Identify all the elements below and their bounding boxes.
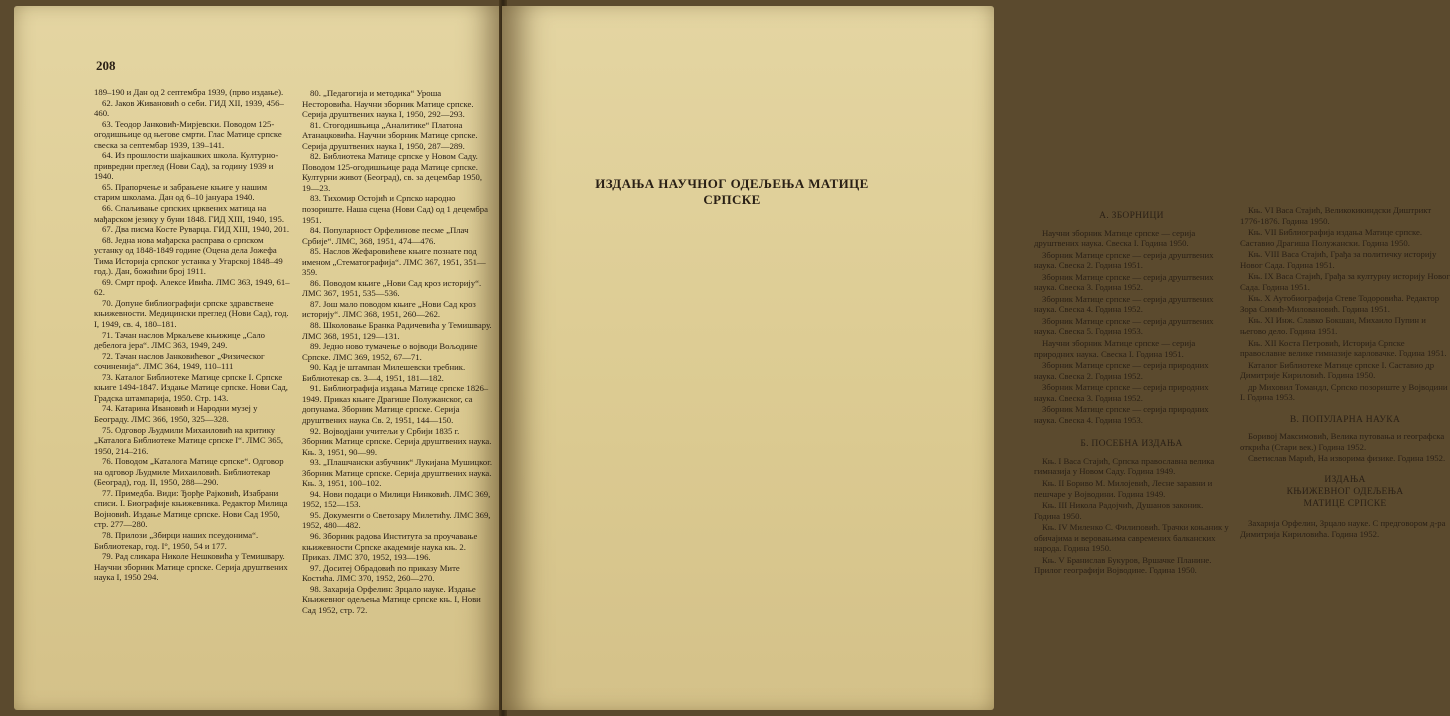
bibliography-entry: Књ. XI Инж. Славко Бокшан, Михаило Пупин и његово дело. Година 1951. xyxy=(1240,315,1426,337)
bibliography-entry: 76. Поводом „Каталога Матице српске“. Одговор на одговор Људмиле Михаиловић. Библиотекар (Београд), год. II, 1950, 288—290. xyxy=(94,456,284,488)
bibliography-entry: Захарија Орфелин, Зрцало науке. С предговором д-ра Димитрија Кириловића. Година 1952. xyxy=(1240,518,1446,539)
bibliography-entry: Зборник Матице српске — серија друштвених наука. Свеска 5. Година 1953. xyxy=(1034,315,1214,337)
bibliography-entry: 68. Једна нова мађарска расправа о српском устанку од 1848-1849 године (Оцена дела Јожефа Тима Историја српског устанка у Угарској 1848–49 год.). Дан, божићни број 1911. xyxy=(94,234,283,277)
bibliography-entry: 96. Зборник радова Института за проучавање књижевности Српске академије наука књ. 2. Приказ. ЛМС 370, 1952, 193—196. xyxy=(302,530,478,563)
bibliography-entry: Књ. VI Васа Стајић, Великокикиндски Диштрикт 1776-1876. Година 1950. xyxy=(1240,205,1432,226)
literary-heading xyxy=(1240,474,1450,510)
bibliography-entry: Зборник Матице српске — серија друштвених наука. Свеска 2. Година 1951. xyxy=(1034,249,1214,271)
section-heading-posebna: Б. ПОСЕБНА ИЗДАЊА xyxy=(1080,439,1183,450)
bibliography-entry: 67. Два писма Косте Руварца. ГИД XIII, 1940, 201. xyxy=(102,224,290,235)
section-heading-zbornici: А. ЗБОРНИЦИ xyxy=(1099,211,1164,221)
bibliography-entry: Књ. VIII Васа Стајић, Грађа за политичку историју Новог Сада. Година 1951. xyxy=(1240,249,1437,270)
section-b-list xyxy=(1034,456,1229,576)
bibliography-entry: Зборник Матице српске — серија друштвених наука. Свеска 3. Година 1952. xyxy=(1034,271,1214,293)
bibliography-entry: 84. Популарност Орфелинове песме „Плач Србије“. ЛМС, 368, 1951, 474—476. xyxy=(302,225,469,246)
bibliography-entry: Зборник Матице српске — серија природних наука. Свеска 2. Година 1952. xyxy=(1034,360,1209,381)
bibliography-entry: Каталог Библиотеке Матице српске I. Саставио др Димитрије Кириловић. Година 1950. xyxy=(1240,359,1435,381)
bibliography-entry: др Миховил Томандл, Српско позориште у Војводини I. Година 1953. xyxy=(1240,381,1448,403)
page-title: ИЗДАЊА НАУЧНОГ ОДЕЉЕЊА МАТИЦЕ СРПСКЕ xyxy=(595,176,869,207)
bibliography-entry: 69. Смрт проф. Алексе Ивића. ЛМС 363, 1949, 61–62. xyxy=(94,276,290,298)
bibliography-entry: 83. Тихомир Остојић и Српско народно позориште. Наша сцена (Нови Сад) од 1 децембра 1951. xyxy=(302,193,488,225)
bibliography-entry: 78. Прилози „Збирци наших псеудонима“. Библиотекар, год. I°, 1950, 54 и 177. xyxy=(94,529,259,551)
bibliography-entry: 73. Каталог Библиотеке Матице српске I. Српске књиге 1494-1847. Издање Матице српске. Нови Сад, Градска штампарија, 1950. Стр. 143. xyxy=(94,371,288,403)
bibliography-entry: 89. Једно ново тумачење о војводи Вољодине Српске. ЛМС 369, 1952, 67—71. xyxy=(302,341,478,362)
bibliography-entry: 71. Тачан наслов Мркаљеве књижице „Сало дебелога јера“. ЛМС 363, 1949, 249. xyxy=(94,329,265,351)
left-column-1 xyxy=(94,87,292,583)
bibliography-entry: Књ. I Васа Стајић, Српска православна велика гимназија у Новом Саду. Година 1949. xyxy=(1034,455,1215,477)
literary-list xyxy=(1240,518,1450,539)
bibliography-entry: Боривој Максимовић, Велика путовања и географска открића (Стари век.) Година 1952. xyxy=(1240,431,1445,452)
bibliography-entry: 77. Примедба. Види: Ђорђе Рајковић, Изабрани списи. I. Биографије књижевника. Редактор Милица Војновић. Издање Матице српске. Нови Сад 1950, стр. 277—280. xyxy=(94,487,288,530)
bibliography-entry: Светислав Марић, На изворима физике. Година 1952. xyxy=(1248,453,1446,464)
bibliography-entry: 97. Доситеј Обрадовић по приказу Мите Костића. ЛМС 370, 1952, 260—270. xyxy=(302,562,460,584)
section-a-list xyxy=(1034,228,1229,426)
bibliography-entry: 94. Нови подаци о Милици Нинковић. ЛМС 369, 1952, 152—153. xyxy=(302,488,491,510)
bibliography-entry: 92. Војводјани учитељи у Србији 1835 г. Зборник Матице српске. Серија друштвених наука. Књ. 3, 1951, 90—99. xyxy=(302,425,492,457)
bibliography-entry: 80. „Педагогија и методика“ Уроша Несторовића. Научни зборник Матице српске. Серија друштвених наука I, 1950, 292—293. xyxy=(302,88,474,120)
bibliography-entry: 88. Школовање Бранка Радичевића у Темишвару. ЛМС 368, 1951, 129—131. xyxy=(302,320,492,341)
bibliography-entry: Књ. V Бранислав Букуров, Вршачке Планине. Прилог географији Војводине. Година 1950. xyxy=(1034,554,1212,576)
right-column-1 xyxy=(1034,205,1229,577)
left-page xyxy=(14,6,502,710)
bibliography-entry: Научни зборник Матице српске — серија друштвених наука. Свеска I. Година 1950. xyxy=(1034,227,1196,249)
bibliography-entry: 98. Захарија Орфелин: Зрцало науке. Издање Књижевног одељења Матице српске књ. I, Нови Сад 1952, стр. 72. xyxy=(302,583,481,615)
bibliography-entry: 74. Катарина Ивановић и Народни музеј у Београду. ЛМС 366, 1950, 325—328. xyxy=(94,403,258,424)
bibliography-entry: 70. Допуне библиографији српске здравствене књижевности. Медицински преглед (Нови Сад), год. I, 1949, св. 4, 180–181. xyxy=(94,297,289,330)
literary-heading-line-3: МАТИЦЕ СРПСКЕ xyxy=(1303,499,1387,510)
bibliography-entry: 93. „Плашчански азбучник“ Лукијана Мушицког. Зборник Матице српске. Серија друштвених наука. Књ. 3, 1951, 100–102. xyxy=(302,457,493,489)
bibliography-entry: 95. Документи о Светозару Милетићу. ЛМС 369, 1952, 480—482. xyxy=(302,509,491,531)
section-v-list xyxy=(1240,431,1450,464)
bibliography-entry: Зборник Матице српске — серија природних наука. Свеска 3. Година 1952. xyxy=(1034,382,1209,403)
bibliography-entry: 90. Кад је штампан Милешевски требник. Библиотекар св. 3—4, 1951, 181—182. xyxy=(302,362,466,383)
section-b-cont-list xyxy=(1240,205,1450,403)
bibliography-entry: 81. Стогодишњица „Аналитике“ Платона Атанацковића. Научни зборник Матице српске. Серија друштвених наука I, 1950, 287—289. xyxy=(302,119,478,151)
left-column-2 xyxy=(302,88,492,615)
page-number: 208 xyxy=(96,58,116,73)
bibliography-entry: Књ. IX Васа Стајић, Грађа за културну историју Новог Сада. Година 1951. xyxy=(1240,271,1450,292)
bibliography-entry: Зборник Матице српске — серија природних наука. Свеска 4. Година 1953. xyxy=(1034,404,1209,425)
bibliography-entry: Књ. II Бориво М. Милојевић, Лесне заравни и пешчаре у Војводини. Година 1949. xyxy=(1034,478,1213,499)
bibliography-entry: 65. Прапорчење и забрањене књиге у нашим старим школама. Дан од 6–10 јануара 1940. xyxy=(94,181,268,203)
bibliography-entry: 82. Библиотека Матице српске у Новом Саду. Поводом 125-огодишњице рада Матице српске. Културни живот (Београд), св. за децембар 1950, 19—23. xyxy=(302,151,483,193)
section-heading-popularna: В. ПОПУЛАРНА НАУКА xyxy=(1289,414,1401,425)
bibliography-entry: 64. Из прошлости шајкашких школа. Културно-привредни преглед (Нови Сад), за годину 1939 и 1940. xyxy=(94,150,279,182)
bibliography-entry: 85. Наслов Жефаровићеве књиге познате под именом „Стематографија“. ЛМС 367, 1951, 351—359. xyxy=(302,246,486,278)
literary-heading-line-2: КЊИЖЕВНОГ ОДЕЉЕЊА xyxy=(1286,487,1404,498)
bibliography-entry: 66. Спаљивање српских црквених матица на мађарском језику у буни 1848. ГИД XIII, 1940, 195. xyxy=(94,203,284,224)
literary-heading-line-1: ИЗДАЊА xyxy=(1324,475,1366,486)
bibliography-entry: 62. Јаков Живановић о себи. ГИД XII, 1939, 456–460. xyxy=(94,97,284,119)
bibliography-entry: Књ. XII Коста Петровић, Историја Српске православне велике гимназије карловачке. Година 1951. xyxy=(1240,337,1447,359)
bibliography-entry: Књ. III Никола Радојчић, Душанов законик. Година 1950. xyxy=(1034,500,1204,521)
bibliography-entry: Зборник Матице српске — серија друштвених наука. Свеска 4. Година 1952. xyxy=(1034,293,1214,315)
bibliography-entry: Књ. X Аутобиографија Стеве Тодоровића. Редактор Зора Симић-Миловановић. Година 1951. xyxy=(1240,293,1440,314)
right-page xyxy=(502,6,1450,710)
bibliography-entry: Књ. VII Библиографија издања Матице српске. Саставио Драгиша Полужански. Година 1950. xyxy=(1240,227,1423,248)
bibliography-entry: 87. Још мало поводом књиге „Нови Сад кроз историју“. ЛМС 368, 1951, 260—262. xyxy=(302,298,476,320)
bibliography-entry: Научни зборник Матице српске — серија природних наука. Свеска I. Година 1951. xyxy=(1034,338,1196,359)
bibliography-entry: 91. Библиографија издања Матице српске 1826–1949. Приказ књиге Драгише Полужанског, са допунама. Зборник Матице српске. Серија друштвених наука Св. 2, 1951, 144—150. xyxy=(302,383,489,425)
bibliography-entry: 72. Тачан наслов Јанковићевог „Физическог сочиненија“. ЛМС 364, 1949, 110–111 xyxy=(94,350,265,372)
bibliography-entry: 86. Поводом књиге „Нови Сад кроз историју“. ЛМС 367, 1951, 535—536. xyxy=(302,277,482,299)
bibliography-entry: 63. Теодор Јанковић-Мирјевски. Поводом 125-огодишњице од његове смрти. Глас Матице српске свеска за септембар 1939, 139–141. xyxy=(94,118,282,150)
bibliography-entry: Књ. IV Миленко С. Филиповић. Трачки коњаник у обичајима и веровањима савремених балканских народа. Година 1950. xyxy=(1034,522,1229,554)
bibliography-entry: 75. Одговор Људмили Михаиловић на критику „Каталога Библиотеке Матице српске I“. ЛМС 365, 1950, 214–216. xyxy=(94,424,284,456)
right-column-2 xyxy=(1240,205,1450,540)
bibliography-entry: 79. Рад сликара Николе Нешковића у Темишвару. Научни зборник Матице српске. Серија друштвених наука I, 1950 294. xyxy=(94,551,288,583)
bibliography-entry: 189–190 и Дан од 2 септембра 1939, (прво издање). xyxy=(94,87,284,97)
